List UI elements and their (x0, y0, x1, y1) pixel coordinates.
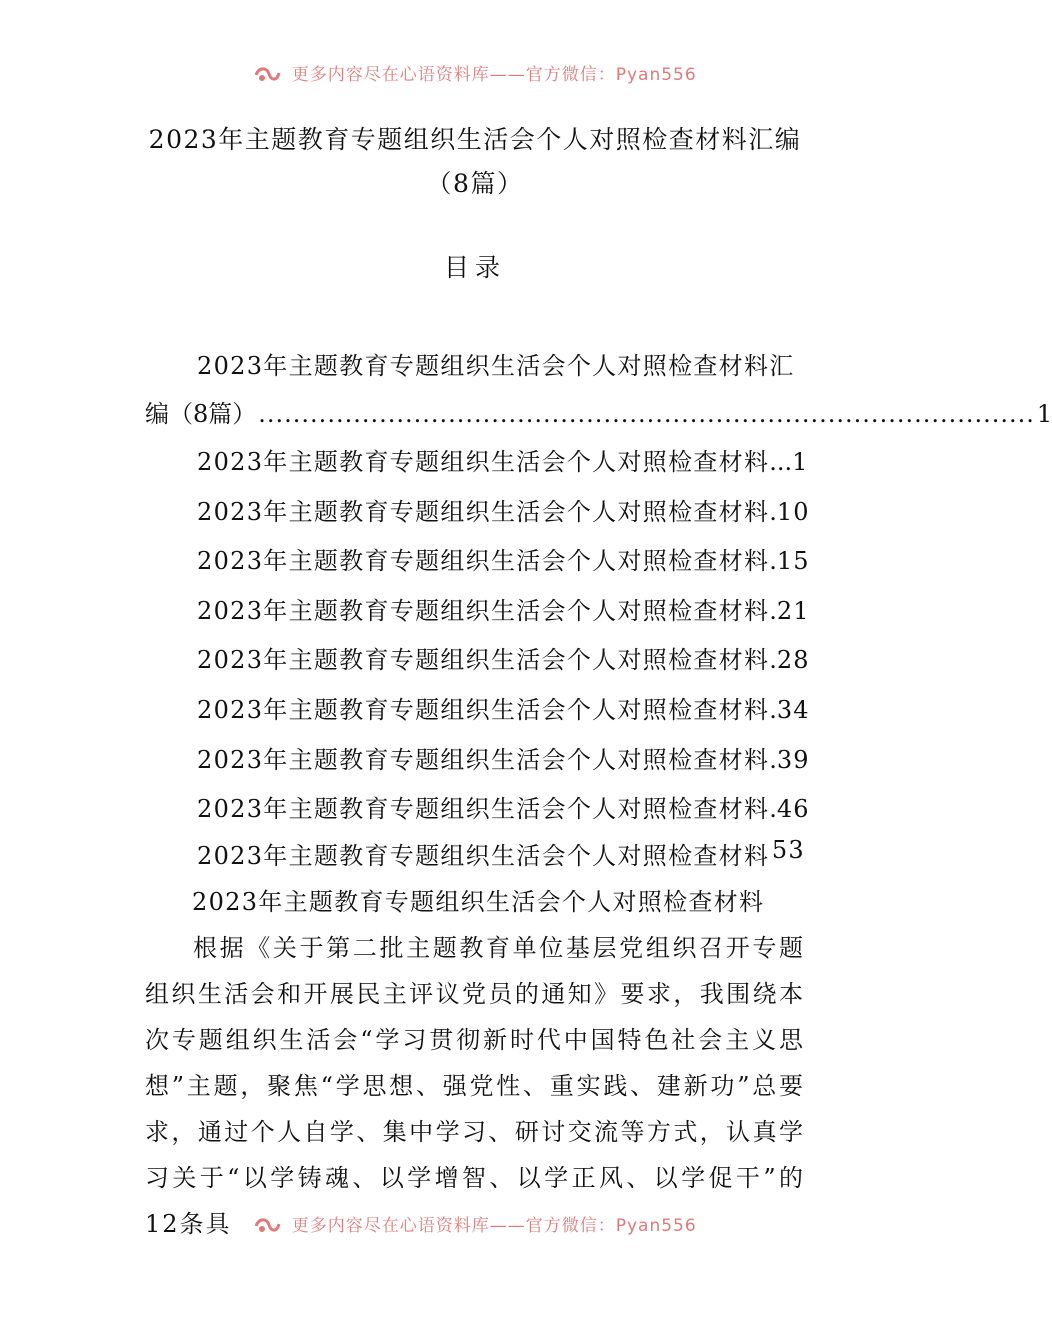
toc-leader-dots: . (769, 596, 777, 625)
toc-entry-page: 39 (776, 745, 810, 774)
toc-entry-title: 2023年主题教育专题组织生活会个人对照检查材料 (197, 795, 770, 824)
toc-entry-page: 1 (1036, 400, 1052, 428)
toc-leader-dots: . (769, 795, 777, 824)
watermark-text: 更多内容尽在心语资料库——官方微信：Pyan556 (291, 1216, 697, 1236)
toc-entry-title: 2023年主题教育专题组织生活会个人对照检查材料 (197, 646, 770, 675)
toc-leader-dots: ... (769, 448, 793, 476)
toc-entry-title: 2023年主题教育专题组织生活会个人对照检查材料 (197, 547, 770, 576)
toc-entry-title: 2023年主题教育专题组织生活会个人对照检查材料 (197, 745, 770, 774)
toc-entry-title-line1: 2023年主题教育专题组织生活会个人对照检查材料汇 (197, 352, 795, 380)
toc-leader-dots: . (769, 745, 777, 774)
toc-leader-dots: . (769, 547, 777, 576)
toc-entry-page: 53 (771, 836, 805, 864)
watermark-header (0, 60, 950, 85)
toc-entry[interactable] (145, 438, 809, 488)
toc-leader-dots: . (769, 695, 777, 724)
toc-leader-dots: . (769, 497, 777, 526)
toc-entry-page: 34 (776, 695, 810, 724)
toc-entry-page: 28 (776, 646, 810, 675)
toc-entry[interactable] (145, 736, 810, 786)
table-of-contents (145, 342, 1052, 835)
body-paragraph: 根据《关于第二批主题教育单位基层党组织召开专题组织生活会和开展民主评议党员的通知》要求，我围绕本次专题组织生活会“学习贯彻新时代中国特色社会主义思想”主题，聚焦“学思想、强党性、重实践、建新功”总要求，通过个人自学、集中学习、研讨交流等方式，认真学习关于“以学铸魂、以学增智、以学正风、以学促干”的12条具 (145, 934, 805, 1238)
toc-entry-page: 1 (792, 448, 809, 476)
toc-entry-last[interactable] (197, 836, 805, 871)
toc-entry[interactable] (145, 537, 810, 587)
watermark-text: 更多内容尽在心语资料库——官方微信：Pyan556 (291, 65, 697, 85)
toc-entry[interactable] (145, 785, 810, 835)
toc-entry-list (145, 438, 810, 835)
toc-entry[interactable] (145, 587, 810, 637)
toc-leader-dots: .......................................................................................... (258, 400, 1035, 428)
logo-icon (253, 1216, 281, 1236)
toc-entry-title: 2023年主题教育专题组织生活会个人对照检查材料 (197, 842, 770, 870)
toc-entry[interactable] (145, 488, 810, 538)
document-title: 2023年主题教育专题组织生活会个人对照检查材料汇编（8篇） (148, 125, 802, 198)
toc-leader-dots: . (769, 646, 777, 675)
toc-entry-title: 2023年主题教育专题组织生活会个人对照检查材料 (197, 497, 770, 526)
toc-heading: 目录 (443, 253, 506, 282)
toc-entry-title: 2023年主题教育专题组织生活会个人对照检查材料 (197, 448, 770, 476)
toc-entry-page: 10 (776, 497, 810, 526)
toc-entry-title-line2: 编（8篇） (145, 400, 257, 428)
toc-entry-page: 21 (776, 596, 810, 625)
watermark-footer (0, 1211, 950, 1236)
toc-entry-page: 46 (776, 795, 810, 824)
logo-icon (253, 65, 281, 85)
toc-entry[interactable] (145, 686, 810, 736)
toc-entry-title: 2023年主题教育专题组织生活会个人对照检查材料 (197, 695, 770, 724)
toc-entry-page: 15 (776, 547, 810, 576)
toc-entry-title: 2023年主题教育专题组织生活会个人对照检查材料 (197, 596, 770, 625)
toc-entry-main[interactable] (145, 342, 1052, 438)
toc-entry[interactable] (145, 636, 810, 686)
section-title: 2023年主题教育专题组织生活会个人对照检查材料 (192, 888, 765, 916)
